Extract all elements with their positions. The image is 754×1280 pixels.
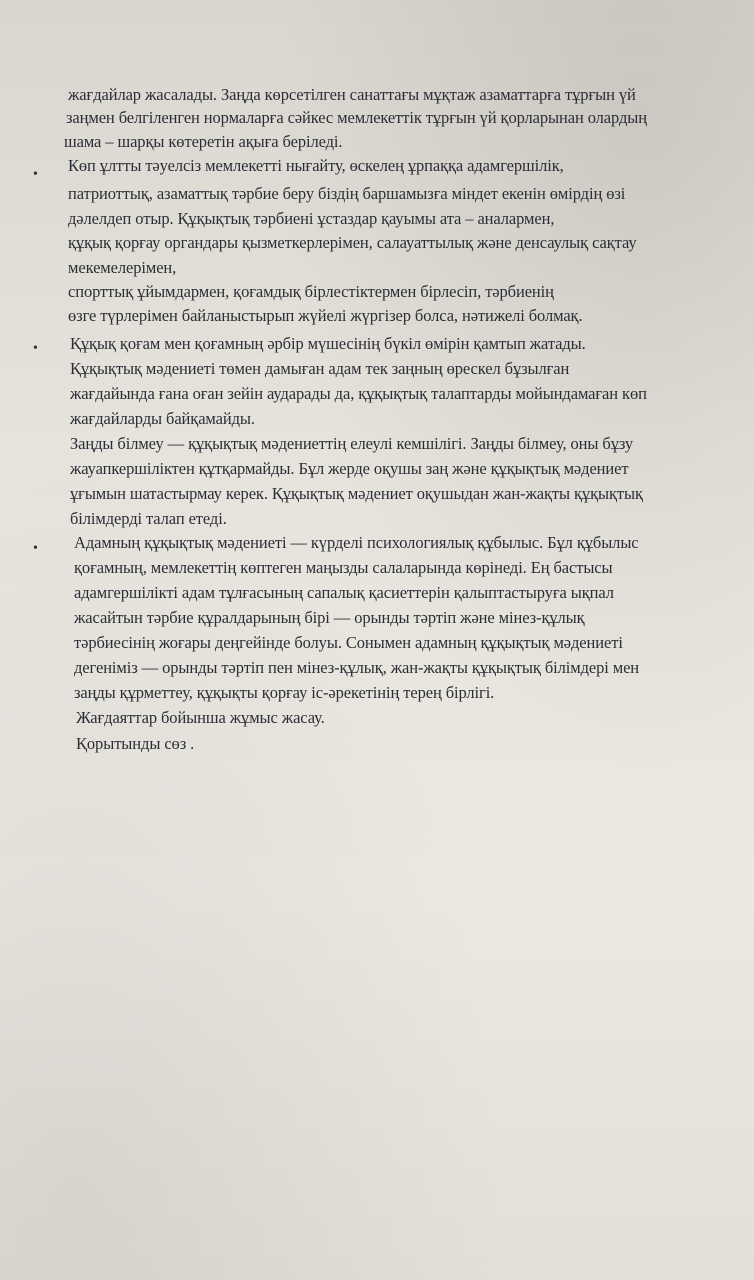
text-line: жағдайында ғана оған зейін аударады да, құқықтық талаптарды мойындамаған көп: [70, 384, 647, 403]
text-line: тәрбиесінің жоғары деңгейінде болуы. Сонымен адамның құқықтық мәдениеті: [74, 633, 623, 652]
text-line: патриоттық, азаматтық тәрбие беру біздің баршамызға міндет екенін өмірдің өзі: [68, 184, 626, 203]
text-line: ұғымын шатастырмау керек. Құқықтық мәдениет оқушыдан жан-жақты құқықтық: [70, 484, 643, 503]
text-line: заңды құрметтеу, құқықты қорғау іс-әрекетінің терең бірлігі.: [74, 683, 495, 702]
text-line: мекемелерімен,: [68, 258, 177, 277]
text-line: білімдерді талап етеді.: [70, 509, 227, 528]
text-line: жағдайлар жасалады. Заңда көрсетілген санаттағы мұқтаж азаматтарға тұрғын үй: [68, 85, 636, 104]
text-line: адамгершілікті адам тұлғасының сапалық қасиеттерін қалыптастыруға ықпал: [74, 583, 614, 602]
text-line: жасайтын тәрбие құралдарының бірі — орынды тәртіп және мінез-құлық: [74, 608, 585, 627]
text-line: өзге түрлерімен байланыстырып жүйелі жүргізер болса, нәтижелі болмақ.: [68, 306, 583, 325]
text-line: жағдайларды байқамайды.: [70, 409, 255, 428]
text-line: шама – шарқы көтеретін ақыға беріледі.: [64, 132, 343, 151]
text-line: Көп ұлтты тәуелсіз мемлекетті нығайту, өскелең ұрпаққа адамгершілік,: [68, 156, 564, 175]
text-line: Заңды білмеу — құқықтық мәдениеттің елеулі кемшілігі. Заңды білмеу, оны бұзу: [70, 434, 634, 453]
text-line: дәлелдеп отыр. Құқықтық тәрбиені ұстаздар қауымы ата – аналармен,: [68, 209, 555, 228]
text-line: жауапкершіліктен құтқармайды. Бұл жерде оқушы заң және құқықтық мәдениет: [70, 459, 629, 478]
text-line: заңмен белгіленген нормаларға сәйкес мемлекеттік тұрғын үй қорларынан олардың: [66, 108, 647, 127]
bullet-marker: •: [33, 167, 38, 182]
text-line: Құқықтық мәдениеті төмен дамыған адам тек заңның өрескел бұзылған: [70, 359, 570, 378]
text-line: Жағдаяттар бойынша жұмыс жасау.: [76, 708, 325, 727]
text-line: дегеніміз — орынды тәртіп пен мінез-құлық, жан-жақты құқықтық білімдері мен: [74, 658, 640, 677]
text-line: Адамның құқықтық мәдениеті — күрделі психологиялық құбылыс. Бұл құбылыс: [74, 533, 639, 552]
text-line: қоғамның, мемлекеттің көптеген маңызды салаларында көрінеді. Ең бастысы: [74, 558, 613, 577]
text-line: спорттық ұйымдармен, қоғамдық бірлестіктермен бірлесіп, тәрбиенің: [68, 282, 554, 301]
bullet-marker: •: [33, 541, 38, 556]
text-line: құқық қорғау органдары қызметкерлерімен, салауаттылық және денсаулық сақтау: [68, 233, 637, 252]
text-line: Құқық қоғам мен қоғамның әрбір мүшесінің бүкіл өмірін қамтып жатады.: [70, 334, 586, 353]
text-line: Қорытынды сөз .: [76, 734, 195, 753]
bullet-marker: •: [33, 341, 38, 356]
